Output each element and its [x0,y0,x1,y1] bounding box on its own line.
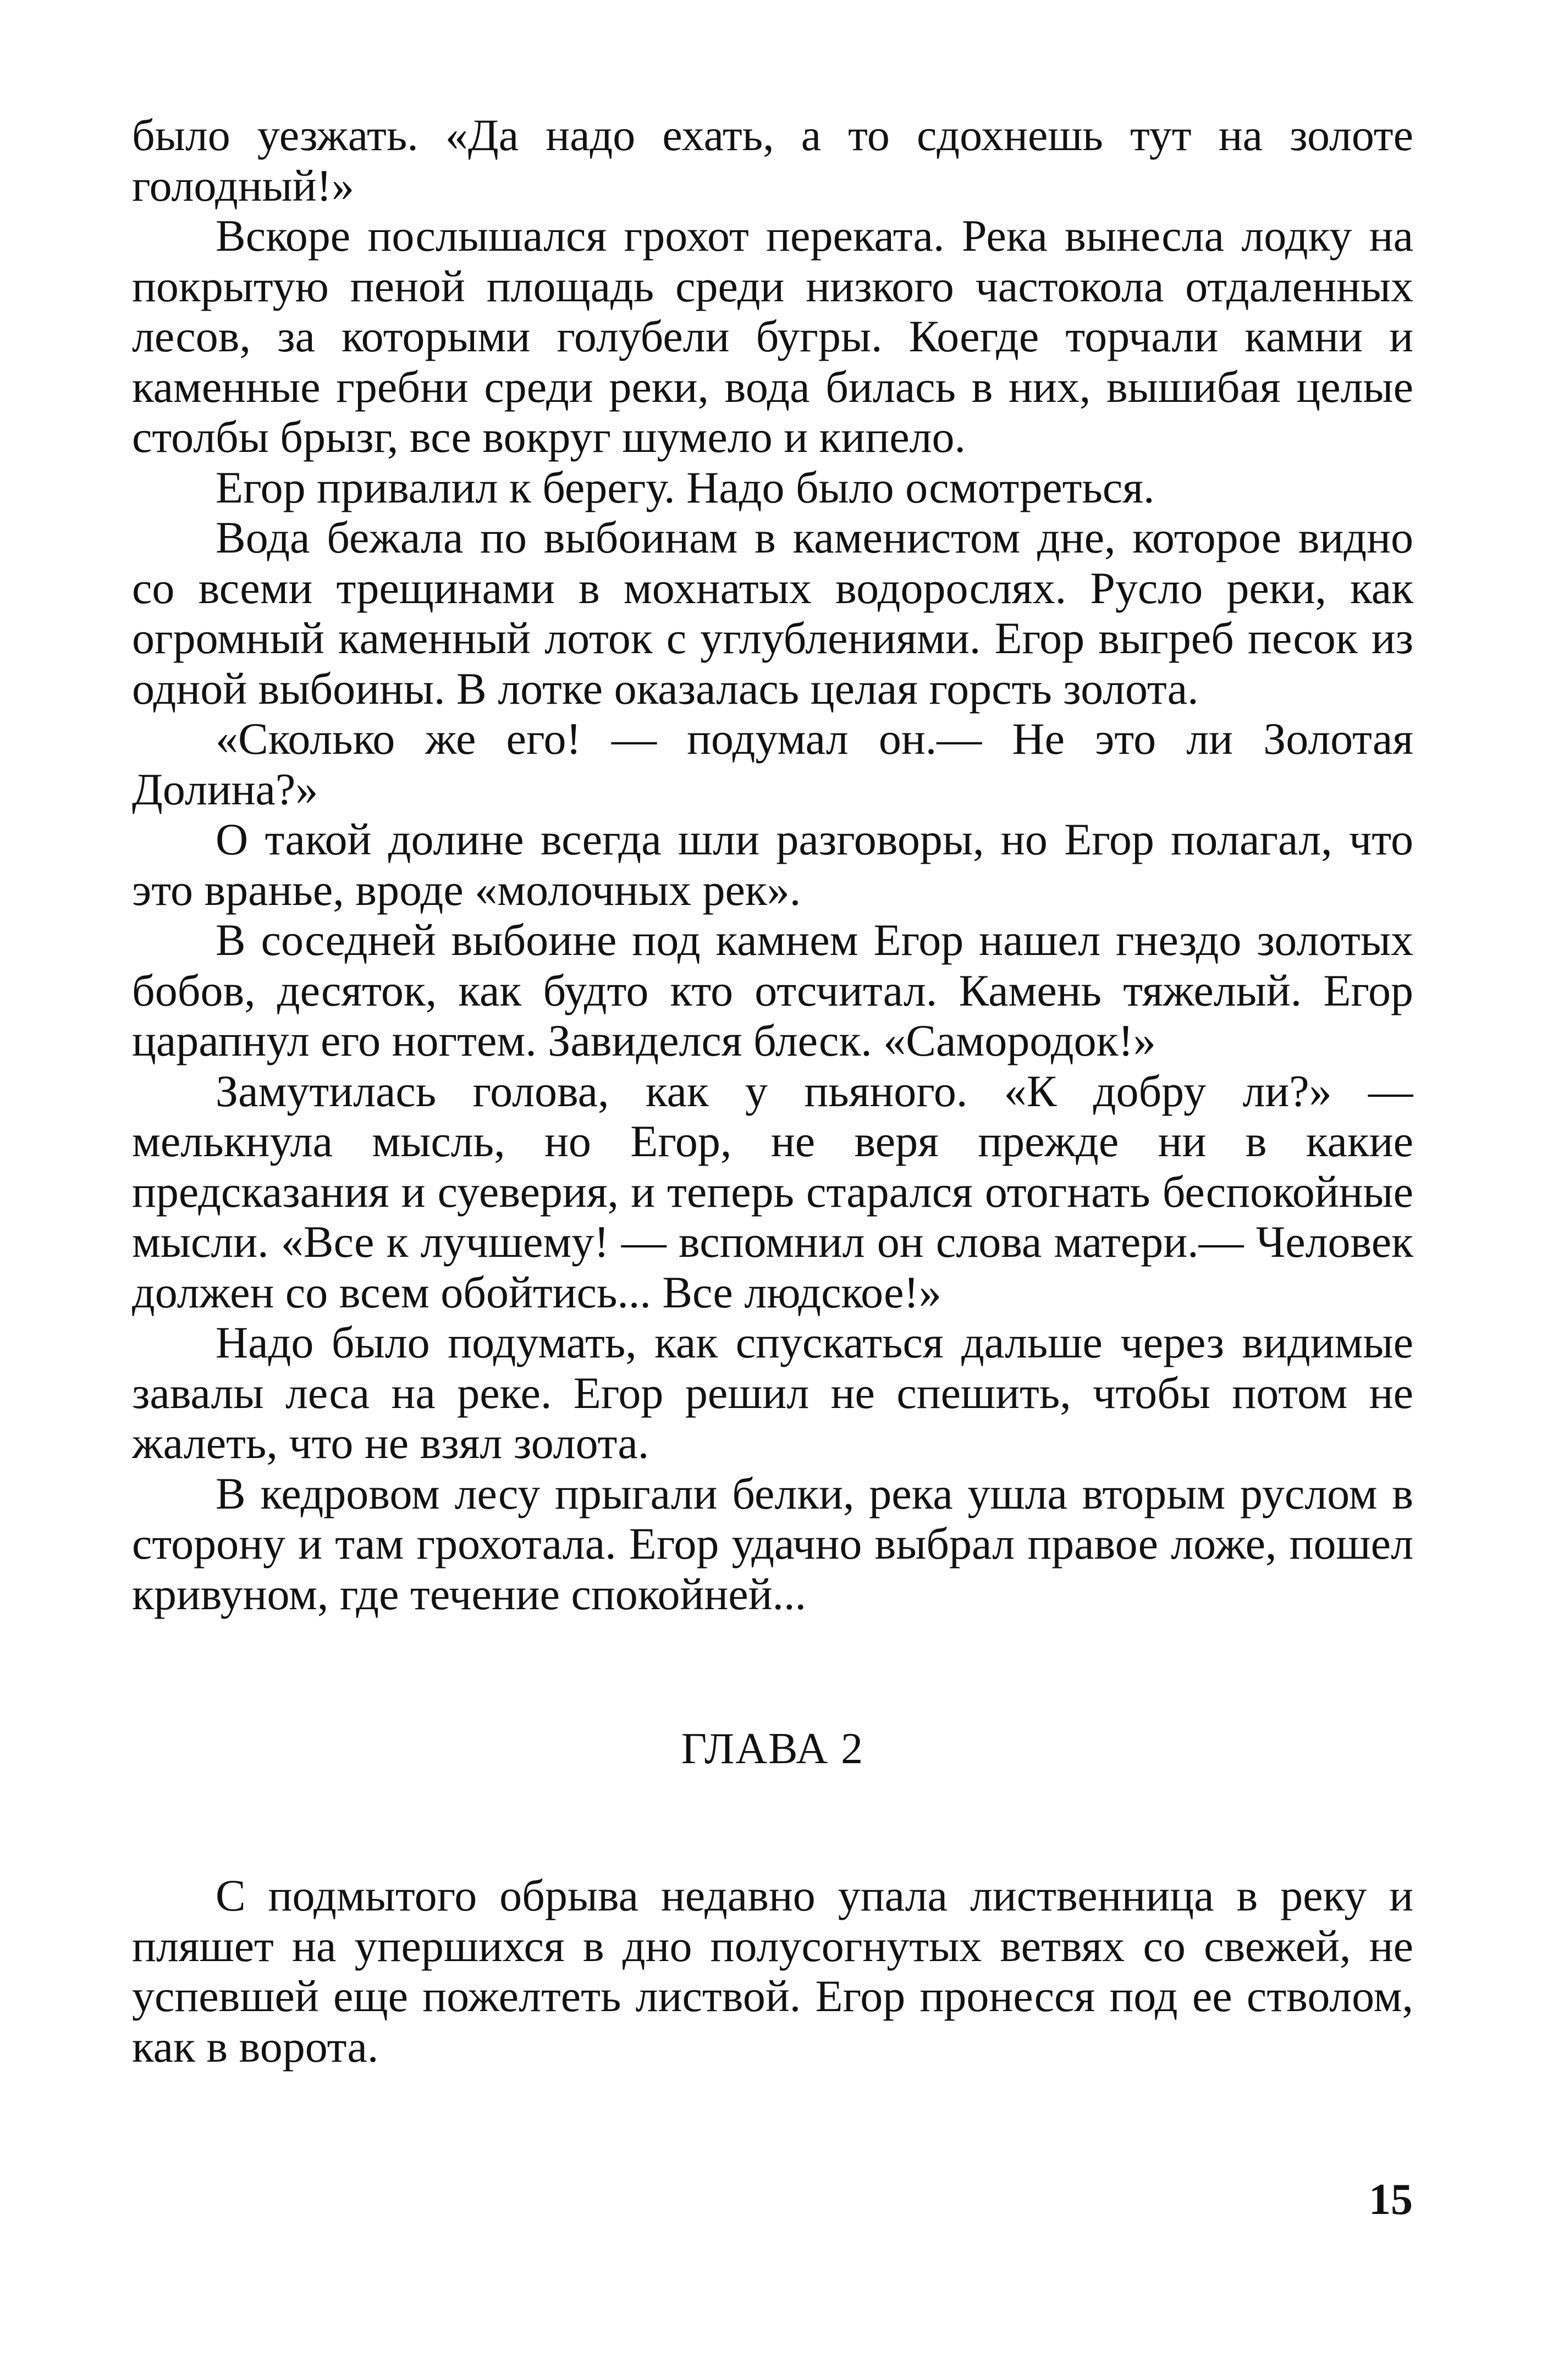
page-number: 15 [1369,2175,1413,2224]
paragraph: Вода бежала по выбоинам в каменистом дне, которое видно со всеми трещинами в мохнатых водорослях. Русло реки, как огромный каменный лоток с углублениями. Егор выгреб песок из одной выбоины. В лотке оказалась целая горсть золота. [132,512,1413,714]
paragraph: Вскоре послышался грохот переката. Река вынесла лодку на покрытую пеной площадь среди низкого частокола отдаленных лесов, за которыми голубели бугры. Коегде торчали камни и каменные гребни среди реки, вода билась в них, вышибая целые столбы брызг, все вокруг шумело и кипело. [132,211,1413,462]
chapter-title: ГЛАВА 2 [681,1725,864,1773]
paragraph: Замутилась голова, как у пьяного. «К добру ли?» — мелькнула мысль, но Егор, не веря прежде ни в какие предсказания и суеверия, и теперь старался отогнать беспокойные мысли. «Все к лучшему! — вспомнил он слова матери.— Человек должен со всем обойтись... Все людское!» [132,1065,1413,1317]
body-text-before-chapter [132,110,1413,1619]
paragraph: С подмытого обрыва недавно упала лиственница в реку и пляшет на упершихся в дно полусогнутых ветвях со свежей, не успевшей еще пожелтеть листвой. Егор пронесся под ее стволом, как в ворота. [132,1870,1413,2072]
paragraph: «Сколько же его! — подумал он.— Не это ли Золотая Долина?» [132,714,1413,814]
paragraph: В кедровом лесу прыгали белки, река ушла вторым руслом в сторону и там грохотала. Егор удачно выбрал правое ложе, пошел кривуном, где течение спокойней... [132,1468,1413,1619]
paragraph: В соседней выбоине под камнем Егор нашел гнездо золотых бобов, десяток, как будто кто отсчитал. Камень тяжелый. Егор царапнул его ногтем. Завиделся блеск. «Самородок!» [132,915,1413,1065]
body-text-after-chapter [132,1870,1413,2072]
paragraph: Надо было подумать, как спускаться дальше через видимые завалы леса на реке. Егор решил не спешить, чтобы потом не жалеть, что не взял золота. [132,1317,1413,1468]
book-page [132,110,1413,2287]
paragraph: О такой долине всегда шли разговоры, но Егор полагал, что это вранье, вроде «молочных рек». [132,814,1413,915]
paragraph: Егор привалил к берегу. Надо было осмотреться. [216,462,1155,512]
paragraph: было уезжать. «Да надо ехать, а то сдохнешь тут на золоте голодный!» [132,110,1413,211]
